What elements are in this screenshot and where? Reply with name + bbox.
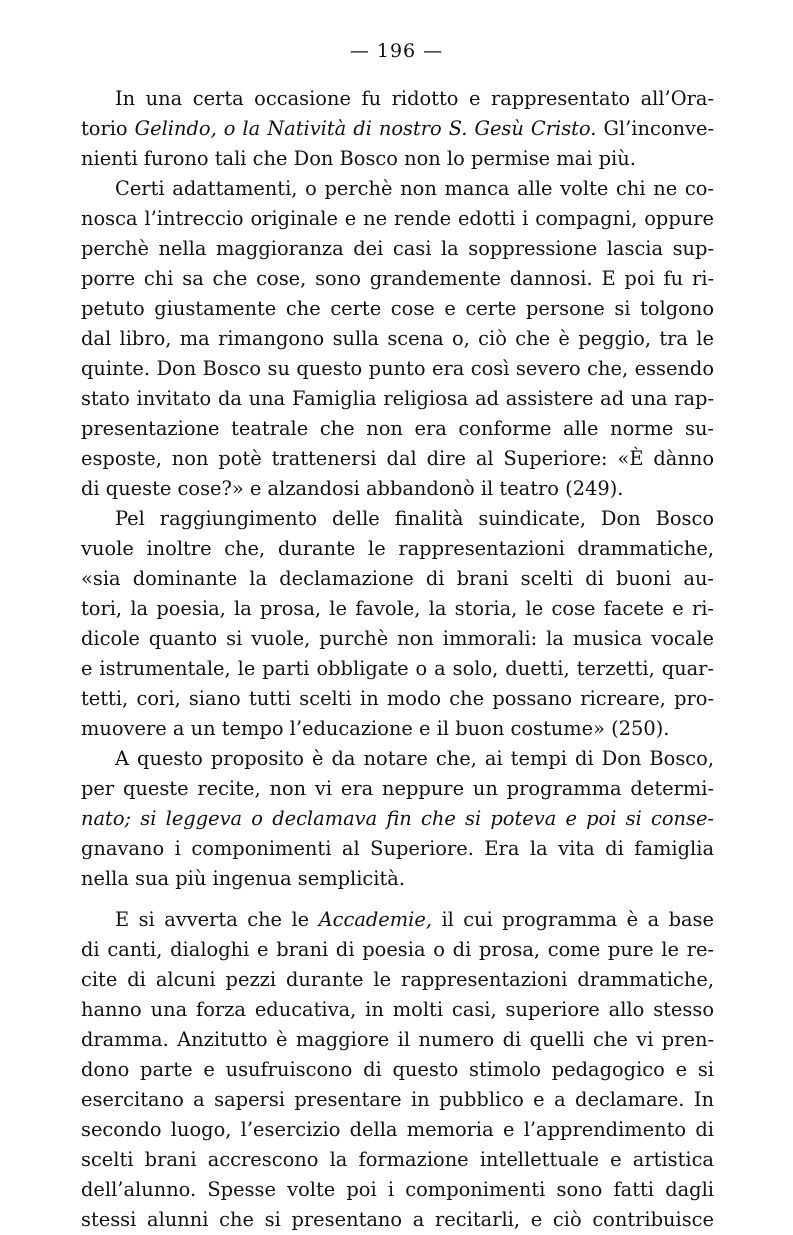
text-line bbox=[81, 995, 714, 1025]
text-segment: gnavano i componimenti al Superiore. Era la vita di famiglia bbox=[81, 837, 714, 860]
text-line bbox=[81, 474, 714, 504]
text-line bbox=[81, 624, 714, 654]
text-line bbox=[81, 935, 714, 965]
text-segment: nosca l’intreccio originale e ne rende edotti i compagni, oppure bbox=[81, 207, 714, 230]
text-line bbox=[81, 744, 714, 774]
text-line bbox=[81, 864, 714, 894]
text-line bbox=[81, 144, 714, 174]
text-segment: porre chi sa che cose, sono grandemente dannosi. E poi fu ri- bbox=[81, 267, 714, 290]
paragraph bbox=[81, 744, 714, 894]
text-segment: E si avverta che le bbox=[115, 908, 319, 931]
text-segment: stato invitato da una Famiglia religiosa ad assistere ad una rap- bbox=[81, 387, 714, 410]
text-segment: vuole inoltre che, durante le rappresentazioni drammatiche, bbox=[81, 537, 714, 560]
text-line bbox=[81, 444, 714, 474]
text-segment: per queste recite, non vi era neppure un programma determi- bbox=[81, 777, 714, 800]
paragraph bbox=[81, 84, 714, 174]
italic-text: nato; si leggeva o declamava fin che si poteva e poi si conse- bbox=[81, 807, 714, 830]
text-line bbox=[81, 1175, 714, 1205]
text-segment: cite di alcuni pezzi durante le rappresentazioni drammatiche, bbox=[81, 968, 714, 991]
text-line bbox=[81, 384, 714, 414]
text-segment: scelti brani accrescono la formazione intellettuale e artistica bbox=[81, 1148, 714, 1171]
text-segment: Certi adattamenti, o perchè non manca alle volte chi ne co- bbox=[115, 177, 714, 200]
body-text bbox=[81, 84, 714, 1235]
text-line bbox=[81, 714, 714, 744]
text-segment: nella sua più ingenua semplicità. bbox=[81, 867, 406, 890]
italic-text: Gelindo, o la Natività di nostro S. Gesù Cristo. bbox=[134, 117, 597, 140]
paragraph-gap bbox=[81, 894, 714, 905]
text-line bbox=[81, 684, 714, 714]
text-segment: quinte. Don Bosco su questo punto era così severo che, essendo bbox=[81, 357, 714, 380]
text-segment: petuto giustamente che certe cose e certe persone si tolgono bbox=[81, 297, 714, 320]
text-line bbox=[81, 905, 714, 935]
text-line bbox=[81, 594, 714, 624]
text-segment: dal libro, ma rimangono sulla scena o, ciò che è peggio, tra le bbox=[81, 327, 714, 350]
text-segment: dicole quanto si vuole, purchè non immorali: la musica vocale bbox=[81, 627, 714, 650]
text-line bbox=[81, 804, 714, 834]
text-line bbox=[81, 1025, 714, 1055]
text-segment: perchè nella maggioranza dei casi la soppressione lascia sup- bbox=[81, 237, 714, 260]
text-segment: stessi alunni che si presentano a recitarli, e ciò contribuisce bbox=[81, 1208, 714, 1231]
text-segment: dono parte e usufruiscono di questo stimolo pedagogico e si bbox=[81, 1058, 714, 1081]
text-segment: dramma. Anzitutto è maggiore il numero di quelli che vi pren- bbox=[81, 1028, 714, 1051]
text-line bbox=[81, 1115, 714, 1145]
text-segment: hanno una forza educativa, in molti casi, superiore allo stesso bbox=[81, 998, 714, 1021]
text-line bbox=[81, 504, 714, 534]
text-line bbox=[81, 204, 714, 234]
text-segment: esercitano a sapersi presentare in pubblico e a declamare. In bbox=[81, 1088, 714, 1111]
text-line bbox=[81, 1205, 714, 1235]
text-segment: A questo proposito è da notare che, ai tempi di Don Bosco, bbox=[115, 747, 714, 770]
text-segment: di queste cose?» e alzandosi abbandonò il teatro (249). bbox=[81, 477, 624, 500]
text-line bbox=[81, 354, 714, 384]
text-segment: il cui programma è a base bbox=[432, 908, 714, 931]
paragraph bbox=[81, 905, 714, 1235]
text-line bbox=[81, 114, 714, 144]
italic-text: Accademie, bbox=[318, 908, 432, 931]
text-segment: torio bbox=[81, 117, 135, 140]
text-segment: nienti furono tali che Don Bosco non lo permise mai più. bbox=[81, 147, 636, 170]
page-number: — 196 — bbox=[349, 40, 444, 62]
text-segment: Pel raggiungimento delle finalità suindicate, Don Bosco bbox=[115, 507, 714, 530]
text-segment: «sia dominante la declamazione di brani scelti di buoni au- bbox=[81, 567, 714, 590]
text-line bbox=[81, 414, 714, 444]
text-segment: esposte, non potè trattenersi dal dire al Superiore: «È dànno bbox=[81, 447, 714, 470]
text-line bbox=[81, 834, 714, 864]
text-line bbox=[81, 324, 714, 354]
text-line bbox=[81, 774, 714, 804]
text-line bbox=[81, 534, 714, 564]
text-segment: di canti, dialoghi e brani di poesia o di prosa, come pure le re- bbox=[81, 938, 714, 961]
text-segment: tetti, cori, siano tutti scelti in modo che possano ricreare, pro- bbox=[81, 687, 714, 710]
paragraph bbox=[81, 174, 714, 504]
paragraph bbox=[81, 504, 714, 744]
text-segment: secondo luogo, l’esercizio della memoria e l’apprendimento di bbox=[81, 1118, 714, 1141]
text-line bbox=[81, 654, 714, 684]
text-segment: muovere a un tempo l’educazione e il buon costume» (250). bbox=[81, 717, 670, 740]
text-line bbox=[81, 294, 714, 324]
text-line bbox=[81, 264, 714, 294]
text-line bbox=[81, 1085, 714, 1115]
text-line bbox=[81, 564, 714, 594]
text-line bbox=[81, 1145, 714, 1175]
text-segment: dell’alunno. Spesse volte poi i componimenti sono fatti dagli bbox=[81, 1178, 714, 1201]
text-segment: presentazione teatrale che non era conforme alle norme su- bbox=[81, 417, 714, 440]
text-segment: Gl’inconve- bbox=[596, 117, 714, 140]
text-line bbox=[81, 1055, 714, 1085]
text-segment: In una certa occasione fu ridotto e rappresentato all’Ora- bbox=[115, 87, 714, 110]
text-segment: e istrumentale, le parti obbligate o a solo, duetti, terzetti, quar- bbox=[81, 657, 714, 680]
text-segment: tori, la poesia, la prosa, le favole, la storia, le cose facete e ri- bbox=[81, 597, 714, 620]
text-line bbox=[81, 234, 714, 264]
text-line bbox=[81, 174, 714, 204]
text-line bbox=[81, 84, 714, 114]
text-line bbox=[81, 965, 714, 995]
